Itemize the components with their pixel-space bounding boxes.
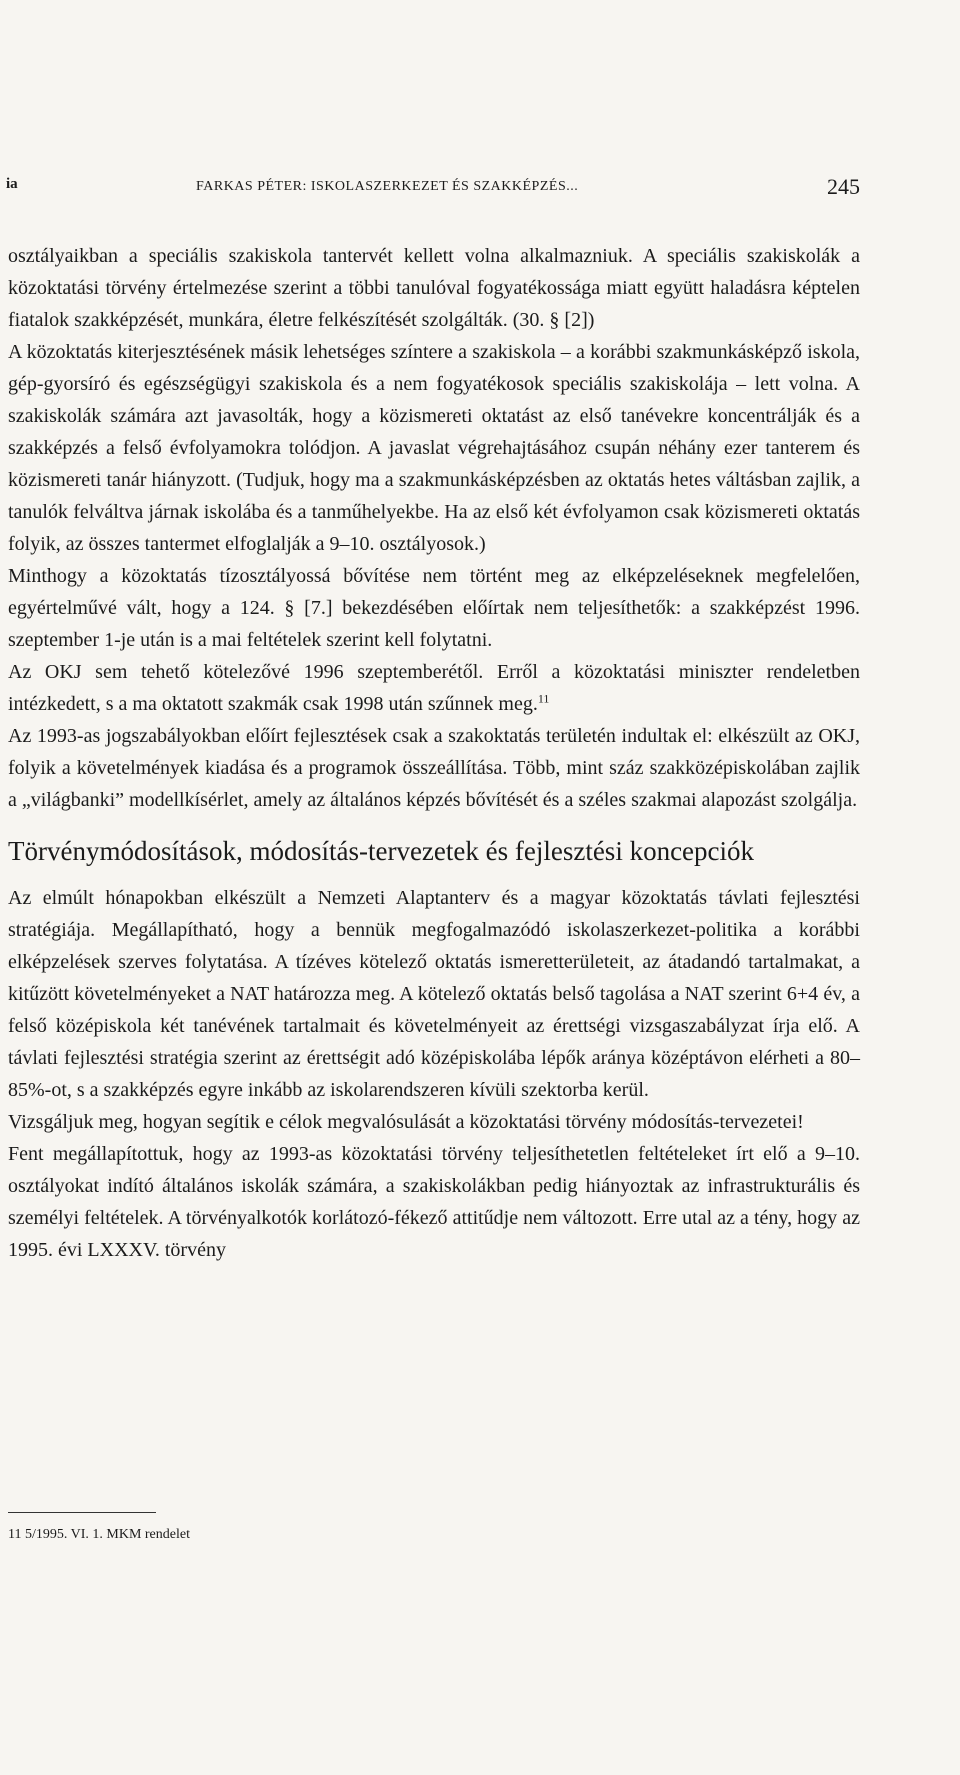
- paragraph: Az 1993-as jogszabályokban előírt fejlesztések csak a szakoktatás területén indultak el: elkészült az OKJ, folyik a követelmények kiadása és a programok összeállítása. Több, mint száz szakközépiskolában zajlik a „világbanki” modellkísérlet, amely az általános képzés bővítését és a széles szakmai alapozást szolgálja.: [8, 725, 860, 811]
- footnote-divider: [8, 1512, 156, 1513]
- section-heading: Törvénymódosítások, módosítás-tervezetek és fejlesztési koncepciók: [8, 836, 755, 866]
- footnote-reference[interactable]: 11: [537, 691, 550, 706]
- paragraph: Vizsgáljuk meg, hogyan segítik e célok megvalósulását a közoktatási törvény módosítás-tervezetei!: [8, 1111, 804, 1133]
- paragraph-text: Az OKJ sem tehető kötelezővé 1996 szeptemberétől. Erről a közoktatási miniszter rendeletben intézkedett, s a ma oktatott szakmák csak 1998 után szűnnek meg.: [8, 661, 860, 715]
- running-header: [0, 176, 960, 202]
- running-title: FARKAS PÉTER: ISKOLASZERKEZET ÉS SZAKKÉPZÉS...: [196, 179, 579, 194]
- paragraph: Minthogy a közoktatás tízosztályossá bővítése nem történt meg az elképzeléseknek megfelelően, egyértelművé vált, hogy a 124. § [7.] bekezdésében előírtak nem teljesíthetők: a szakképzést 1996. szeptember 1-je után is a mai feltételek szerint kell folytatni.: [8, 565, 860, 651]
- page-number: 245: [827, 174, 860, 199]
- header-ornament: ia: [6, 176, 18, 192]
- paragraph: A közoktatás kiterjesztésének másik lehetséges színtere a szakiskola – a korábbi szakmunkásképző iskola, gép-gyorsíró és egészségügyi szakiskola és a nem fogyatékosok speciális szakiskolája – lett volna. A szakiskolák számára azt javasolták, hogy a közismereti oktatást az első tanévekre koncentrálják és a szakképzés a felső évfolyamokra tolódjon. A javaslat végrehajtásához csupán néhány ezer tanterem és közismereti tanár hiányzott. (Tudjuk, hogy ma a szakmunkásképzésben az oktatás hetes váltásban zajlik, a tanulók felváltva járnak iskolába és a tanműhelyekbe. Ha az első két évfolyamon csak közismereti oktatás folyik, az összes tantermet elfoglalják a 9–10. osztályosok.): [8, 341, 860, 555]
- paragraph: Fent megállapítottuk, hogy az 1993-as közoktatási törvény teljesíthetetlen feltételeket írt elő a 9–10. osztályokat indító általános iskolák számára, a szakiskolákban pedig hiányoztak az infrastrukturális és személyi feltételek. A törvényalkotók korlátozó-fékező attitűdje nem változott. Erre utal az a tény, hogy az 1995. évi LXXXV. törvény: [8, 1143, 860, 1261]
- footnote: 11 5/1995. VI. 1. MKM rendelet: [8, 1527, 190, 1542]
- paragraph: osztályaikban a speciális szakiskola tantervét kellett volna alkalmazniuk. A speciális szakiskolák a közoktatási törvény értelmezése szerint a többi tanulóval fogyatékossága miatt együtt haladásra képtelen fiatalok szakképzését, munkára, életre felkészítését szolgálták. (30. § [2]): [8, 245, 860, 331]
- body-text: [8, 240, 860, 1266]
- paragraph: Az elmúlt hónapokban elkészült a Nemzeti Alaptanterv és a magyar közoktatás távlati fejlesztési stratégiája. Megállapítható, hogy a bennük megfogalmazódó iskolaszerkezet-politika a korábbi elképzelések szerves folytatása. A tízéves kötelező oktatás ismeretterületeit, az átadandó tartalmakat, a kitűzött követelményeket a NAT határozza meg. A kötelező oktatás belső tagolása a NAT szerint 6+4 év, a felső középiskola két tanévének tartalmait és követelményeit az érettségi vizsgaszabályzat írja elő. A távlati fejlesztési stratégia szerint az érettségit adó középiskolába lépők aránya középtávon elérheti a 80–85%-ot, s a szakképzés egyre inkább az iskolarendszeren kívüli szektorba kerül.: [8, 887, 860, 1101]
- paragraph: [8, 656, 860, 720]
